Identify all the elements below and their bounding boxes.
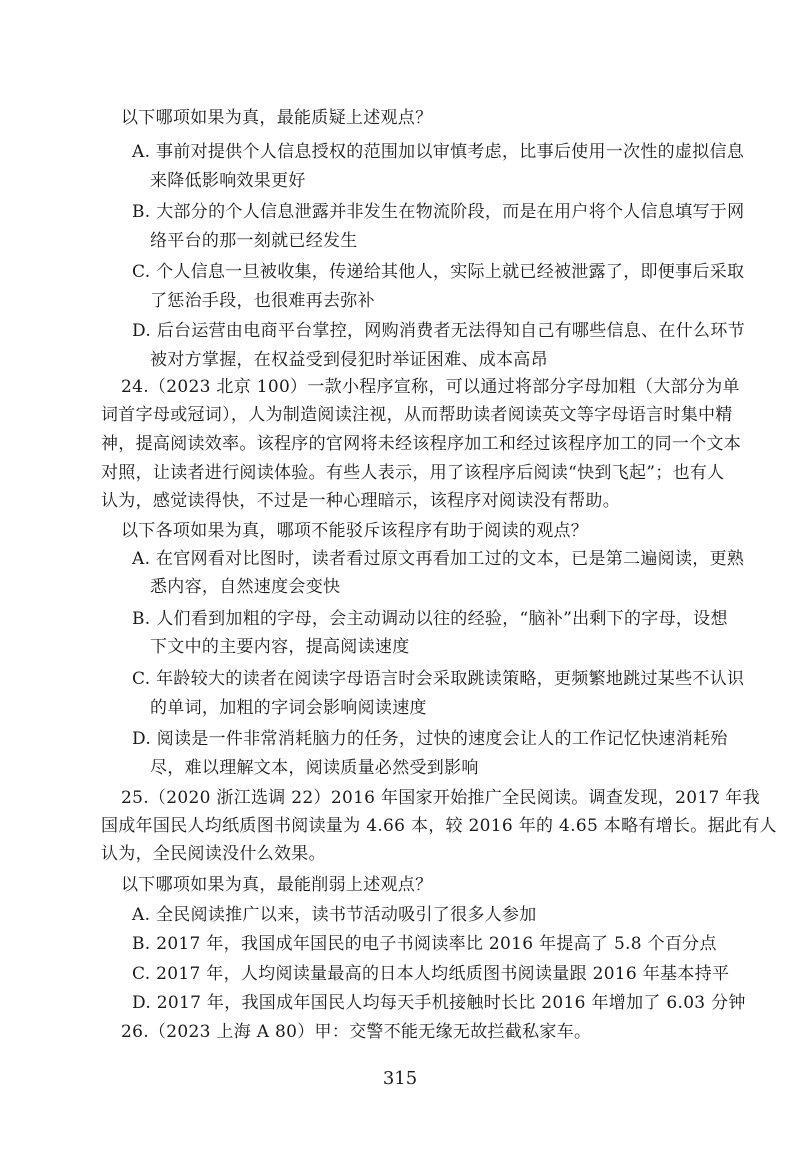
q24-option-c-line1: C. 年龄较大的读者在阅读字母语言时会采取跳读策略，更频繁地跳过某些不认识 xyxy=(132,669,745,689)
q24-option-a-line1: A. 在官网看对比图时，读者看过原文再看加工过的文本，已是第二遍阅读，更熟 xyxy=(132,549,745,569)
q25-para-line1: 25.（2020 浙江选调 22）2016 年国家开始推广全民阅读。调查发现，2017 年我 xyxy=(121,788,760,808)
q25-option-d: D. 2017 年，我国成年国民人均每天手机接触时长比 2016 年增加了 6.03 分钟 xyxy=(132,993,746,1013)
q25-option-b: B. 2017 年，我国成年国民的电子书阅读率比 2016 年提高了 5.8 个百分点 xyxy=(132,934,717,954)
q24-option-b-line1: B. 人们看到加粗的字母，会主动调动以往的经验，“脑补”出剩下的字母，设想 xyxy=(132,609,728,629)
q23-option-a-line1: A. 事前对提供个人信息授权的范围加以审慎考虑，比事后使用一次性的虚拟信息 xyxy=(132,142,745,162)
q25-para-line2: 国成年国民人均纸质图书阅读量为 4.66 本，较 2016 年的 4.65 本略有增长。据此有人 xyxy=(101,816,777,836)
page-number: 315 xyxy=(382,1068,418,1089)
q23-stem: 以下哪项如果为真，最能质疑上述观点？ xyxy=(121,108,433,128)
q24-para-line1: 24.（2023 北京 100）一款小程序宣称，可以通过将部分字母加粗（大部分为单 xyxy=(121,377,740,397)
q23-option-d-line1: D. 后台运营由电商平台掌控，网购消费者无法得知自己有哪些信息、在什么环节 xyxy=(132,321,745,341)
q23-option-b-line2: 络平台的那一刻就已经发生 xyxy=(150,231,358,251)
q24-option-a-line2: 悉内容，自然速度会变快 xyxy=(150,577,341,597)
q23-option-b-line1: B. 大部分的个人信息泄露并非发生在物流阶段，而是在用户将个人信息填写于网 xyxy=(132,202,745,222)
q25-option-c: C. 2017 年，人均阅读量最高的日本人均纸质图书阅读量跟 2016 年基本持平 xyxy=(132,964,730,984)
q23-option-a-line2: 来降低影响效果更好 xyxy=(150,171,306,191)
q25-stem: 以下哪项如果为真，最能削弱上述观点？ xyxy=(121,875,433,895)
q24-option-c-line2: 的单词，加粗的字词会影响阅读速度 xyxy=(150,698,427,718)
q24-stem: 以下各项如果为真，哪项不能驳斥该程序有助于阅读的观点？ xyxy=(121,521,589,541)
q24-para-line4: 对照，让读者进行阅读体验。有些人表示，用了该程序后阅读“快到飞起”；也有人 xyxy=(101,463,725,483)
q25-para-line3: 认为，全民阅读没什么效果。 xyxy=(101,844,326,864)
q23-option-c-line2: 了惩治手段，也很难再去弥补 xyxy=(150,291,375,311)
q24-option-d-line1: D. 阅读是一件非常消耗脑力的任务，过快的速度会让人的工作记忆快速消耗殆 xyxy=(132,729,728,749)
q23-option-c-line1: C. 个人信息一旦被收集，传递给其他人，实际上就已经被泄露了，即便事后采取 xyxy=(132,262,745,282)
q25-option-a: A. 全民阅读推广以来，读书节活动吸引了很多人参加 xyxy=(132,905,537,925)
q26-para: 26.（2023 上海 A 80）甲：交警不能无缘无故拦截私家车。 xyxy=(121,1022,592,1042)
q24-para-line5: 认为，感觉读得快，不过是一种心理暗示，该程序对阅读没有帮助。 xyxy=(101,491,620,511)
q24-para-line3: 神，提高阅读效率。该程序的官网将未经该程序加工和经过该程序加工的同一个文本 xyxy=(101,434,742,454)
q24-option-d-line2: 尽，难以理解文本，阅读质量必然受到影响 xyxy=(150,758,479,778)
q24-para-line2: 词首字母或冠词），人为制造阅读注视，从而帮助读者阅读英文等字母语言时集中精 xyxy=(101,405,733,425)
q24-option-b-line2: 下文中的主要内容，提高阅读速度 xyxy=(150,637,410,657)
q23-option-d-line2: 被对方掌握，在权益受到侵犯时举证困难、成本高昂 xyxy=(150,350,548,370)
